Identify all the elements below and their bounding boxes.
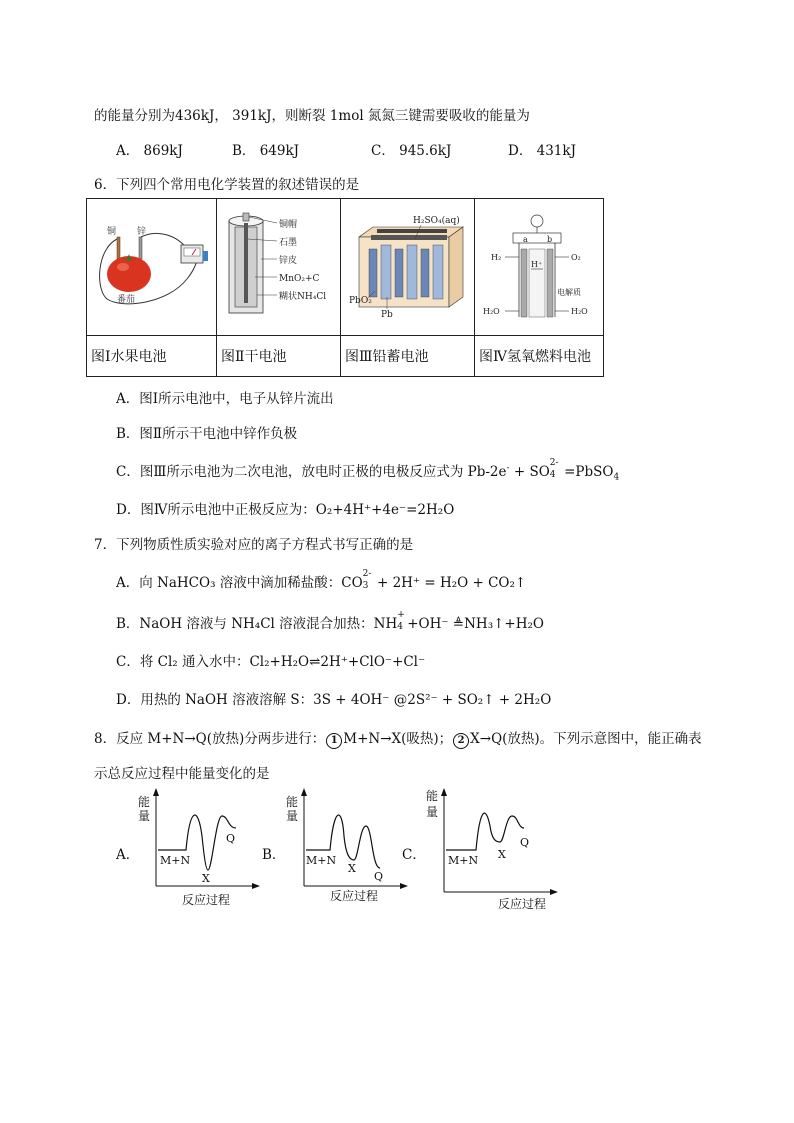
q6-stem: 6．下列四个常用电化学装置的叙述错误的是 [94,177,360,193]
fig4-hplus-label: H⁺ [531,260,543,269]
q8-option-a-letter: A． [116,847,140,863]
q5-stem-tail: 的能量分别为436kJ， 391kJ，则断裂 1mol 氮氮三键需要吸收的能量为 [94,108,530,124]
q5-option-b: B． 649kJ [232,143,300,159]
q7-option-b-post: +OH⁻ ≜NH₃↑+H₂O [407,616,544,632]
q7-option-b-pre: B．NaOH 溶液与 NH₄Cl 溶液混合加热：NH [116,616,398,632]
q6-option-c: C．图Ⅲ所示电池为二次电池，放电时正极的电极反应式为 Pb-2e- + SO 2- 4 =PbSO$_4$ [116,458,620,483]
q5-option-c: C． 945.6kJ [371,143,452,159]
fig4-caption: 图Ⅳ氢氧燃料电池 [475,336,604,377]
fig3-caption: 图Ⅲ铅蓄电池 [341,336,475,377]
q8-option-c-letter: C． [402,847,426,863]
fig1-cu-label: 铜 [107,227,117,237]
fig4-o2-label: O₂ [571,253,581,262]
q5-option-a: A． 869kJ [116,143,183,159]
graph-b-q: Q [374,870,384,883]
graph-b-x-axis-label: 反应过程 [330,889,379,903]
fig4-a-label: a [523,235,528,244]
q7-option-a: A．向 NaHCO₃ 溶液中滴加稀盐酸：CO 2- 3 + 2H⁺ = H₂O + CO₂↑ [116,569,527,591]
graph-a-x-axis-label: 反应过程 [182,893,231,907]
fig2-dry-cell [217,199,341,336]
q6-option-a: A．图Ⅰ所示电池中，电子从锌片流出 [116,391,334,407]
graph-c-x-axis-label: 反应过程 [498,897,547,911]
energy-graph-a [132,786,262,910]
q7-option-d: D．用热的 NaOH 溶液溶解 S：3S + 4OH⁻ @2S²⁻ + SO₂↑ + 2H₂O [116,692,552,708]
fig1-caption: 图Ⅰ水果电池 [87,336,217,377]
q5-option-d: D． 431kJ [508,143,576,159]
graph-c-y-label-bottom: 量 [426,805,439,819]
fig4-fuel-cell [475,199,604,336]
fig1-tomato-label: 番茄 [117,295,136,305]
fig2-label-nh4cl: 糊状NH₄Cl [279,292,327,302]
step-1-marker: 1 [326,733,342,749]
q6-option-c-mid: + SO [509,464,550,480]
fig3-acid-label: H₂SO₄(aq) [413,216,460,226]
energy-graph-c [420,786,560,914]
graph-a-x: X [202,872,210,885]
graph-b-y-label-bottom: 量 [286,809,299,823]
graph-b-y-label-top: 能 [286,795,299,809]
step-2-marker: 2 [453,733,469,749]
fig2-label-graphite: 石墨 [279,238,298,248]
graph-c-q: Q [520,836,530,849]
q7-option-b: B．NaOH 溶液与 NH₄Cl 溶液混合加热：NH + 4 +OH⁻ ≜NH₃↑+H₂O [116,610,544,632]
fig2-label-mno2: MnO₂+C [279,274,320,284]
graph-c-y-label-top: 能 [426,789,439,803]
fig4-h2o-right-label: H₂O [571,307,588,316]
fig4-h2o-left-label: H₂O [483,307,500,316]
fig3-pb-label: Pb [381,310,393,320]
q6-option-b: B．图Ⅱ所示干电池中锌作负极 [116,426,298,442]
q8-step2: X→Q(放热)。下列示意图中，能正确表 [470,731,702,747]
fig1-zn-label: 锌 [137,227,147,237]
q6-option-c-end: =PbSO [559,464,614,480]
fig4-electrolyte-label: 电解质 [557,288,581,297]
q8-step1: M+N→X(吸热)； [343,731,453,747]
q7-option-a-post: + 2H⁺ = H₂O + CO₂↑ [372,575,527,591]
q8-stem-line2: 示总反应过程中能量变化的是 [94,766,270,782]
fig2-label-zinc: 锌皮 [279,256,298,266]
q6-device-table [86,198,604,377]
energy-graph-b [280,786,410,910]
graph-c-reactant: M+N [448,854,479,867]
graph-b-reactant: M+N [306,854,337,867]
fig3-lead-acid [341,199,475,336]
q7-stem: 7．下列物质性质实验对应的离子方程式书写正确的是 [94,537,414,553]
q8-stem-pre: 8．反应 M+N→Q(放热)分两步进行： [94,731,326,747]
graph-a-y-label-top: 能 [138,795,151,809]
graph-a-y-label-bottom: 量 [138,809,151,823]
fig4-b-label: b [547,235,553,244]
graph-a-q: Q [226,832,236,845]
graph-b-x: X [348,862,356,875]
fig1-fruit-battery [87,199,217,336]
fig2-label-cap: 铜帽 [279,220,298,230]
graph-a-reactant: M+N [160,854,191,867]
fig2-caption: 图Ⅱ干电池 [217,336,341,377]
q7-option-c: C．将 Cl₂ 通入水中：Cl₂+H₂O⇌2H⁺+ClO⁻+Cl⁻ [116,654,426,670]
q6-option-c-text: C．图Ⅲ所示电池为二次电池，放电时正极的电极反应式为 Pb-2e [116,464,507,480]
q7-option-a-pre: A．向 NaHCO₃ 溶液中滴加稀盐酸：CO [116,575,363,591]
q8-stem-line1 [94,727,702,749]
q6-option-d: D．图Ⅳ所示电池中正极反应为：O₂+4H⁺+4e⁻=2H₂O [116,502,455,518]
q8-option-b-letter: B． [262,847,286,863]
graph-c-x: X [498,848,506,861]
fig4-h2-label: H₂ [491,253,502,262]
fig3-pbo2-label: PbO₂ [349,296,372,306]
